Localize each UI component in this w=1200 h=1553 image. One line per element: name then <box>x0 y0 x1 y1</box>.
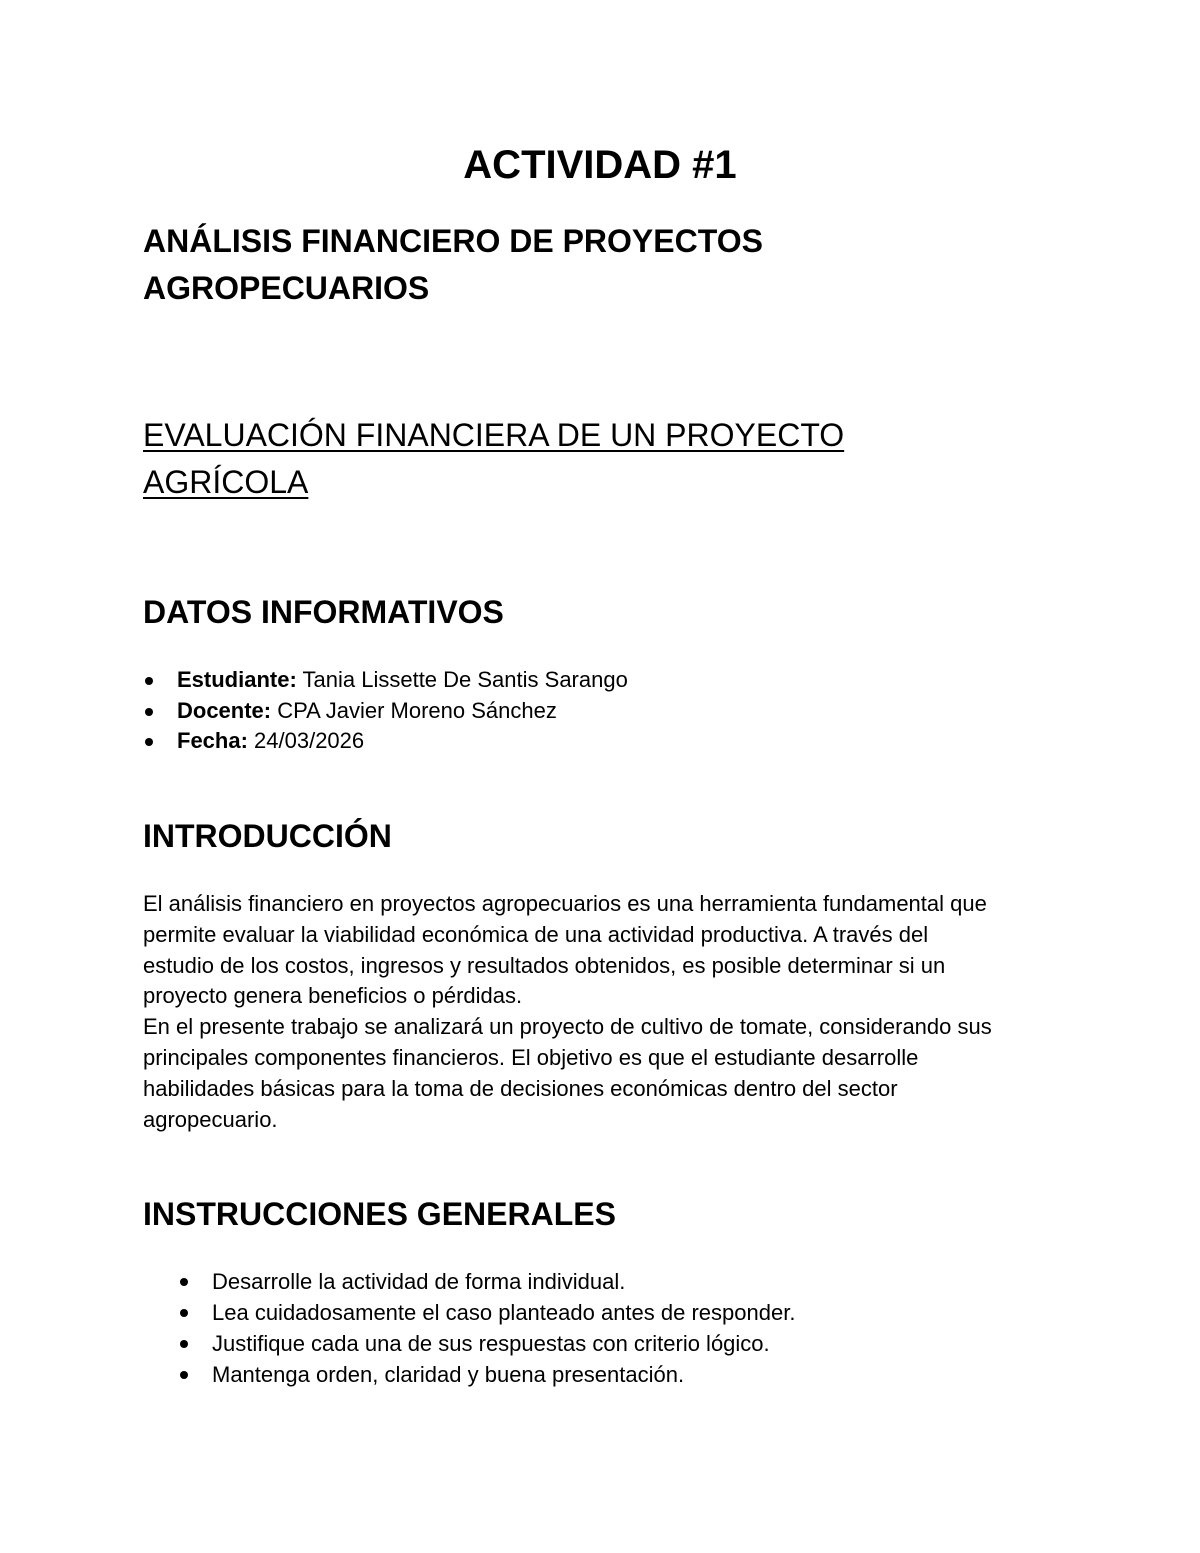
bullet-icon <box>180 1340 188 1348</box>
instrucciones-heading: INSTRUCCIONES GENERALES <box>143 1196 616 1232</box>
introduccion-paragraph <box>143 889 1063 1135</box>
list-item <box>178 1297 795 1328</box>
intro-line: El análisis financiero en proyectos agropecuarios es una herramienta fundamental que <box>143 891 987 916</box>
instruction-text: Justifique cada una de sus respuestas con criterio lógico. <box>212 1331 770 1356</box>
instruction-text: Lea cuidadosamente el caso planteado antes de responder. <box>212 1300 796 1325</box>
intro-line: principales componentes financieros. El objetivo es que el estudiante desarrolle <box>143 1044 919 1070</box>
intro-line: agropecuario. <box>143 1106 278 1132</box>
intro-line: estudio de los costos, ingresos y resultados obtenidos, es posible determinar si un <box>143 952 946 978</box>
datos-list <box>143 665 628 757</box>
docente-value: CPA Javier Moreno Sánchez <box>271 697 557 723</box>
evaluation-title-line-1: EVALUACIÓN FINANCIERA DE UN PROYECTO <box>143 417 845 453</box>
instruction-text: Mantenga orden, claridad y buena presentación. <box>212 1362 685 1387</box>
list-item <box>178 1266 795 1297</box>
course-subtitle <box>143 218 1103 312</box>
list-item-fecha <box>143 726 628 757</box>
intro-line: En el presente trabajo se analizará un proyecto de cultivo de tomate, considerando sus <box>143 1014 992 1040</box>
list-item <box>178 1328 795 1359</box>
intro-line: proyecto genera beneficios o pérdidas. <box>143 983 523 1009</box>
evaluation-title-line-2: AGRÍCOLA <box>143 464 309 500</box>
instruction-text: Desarrolle la actividad de forma individual. <box>212 1269 626 1294</box>
course-subtitle-line-1: ANÁLISIS FINANCIERO DE PROYECTOS <box>143 223 763 259</box>
list-item <box>178 1359 795 1390</box>
course-subtitle-line-2: AGROPECUARIOS <box>143 270 430 306</box>
instrucciones-list <box>178 1266 795 1390</box>
bullet-icon <box>180 1278 188 1286</box>
intro-line: habilidades básicas para la toma de decisiones económicas dentro del sector <box>143 1075 898 1101</box>
list-item-estudiante <box>143 665 628 696</box>
bullet-icon <box>180 1309 188 1317</box>
evaluation-title <box>143 412 1103 506</box>
fecha-value: 24/03/2026 <box>247 728 365 753</box>
bullet-icon <box>180 1371 188 1379</box>
introduccion-heading: INTRODUCCIÓN <box>143 818 392 854</box>
fecha-label: Fecha: <box>177 728 248 753</box>
list-item-docente <box>143 696 628 727</box>
bullet-icon <box>145 738 153 746</box>
bullet-icon <box>145 708 153 716</box>
datos-heading: DATOS INFORMATIVOS <box>143 594 504 630</box>
intro-line: permite evaluar la viabilidad económica de una actividad productiva. A través del <box>143 921 929 947</box>
docente-label: Docente: <box>177 697 272 723</box>
bullet-icon <box>145 677 153 685</box>
estudiante-label: Estudiante: <box>177 667 297 692</box>
estudiante-value: Tania Lissette De Santis Sarango <box>296 667 628 692</box>
activity-title: ACTIVIDAD #1 <box>463 143 737 187</box>
